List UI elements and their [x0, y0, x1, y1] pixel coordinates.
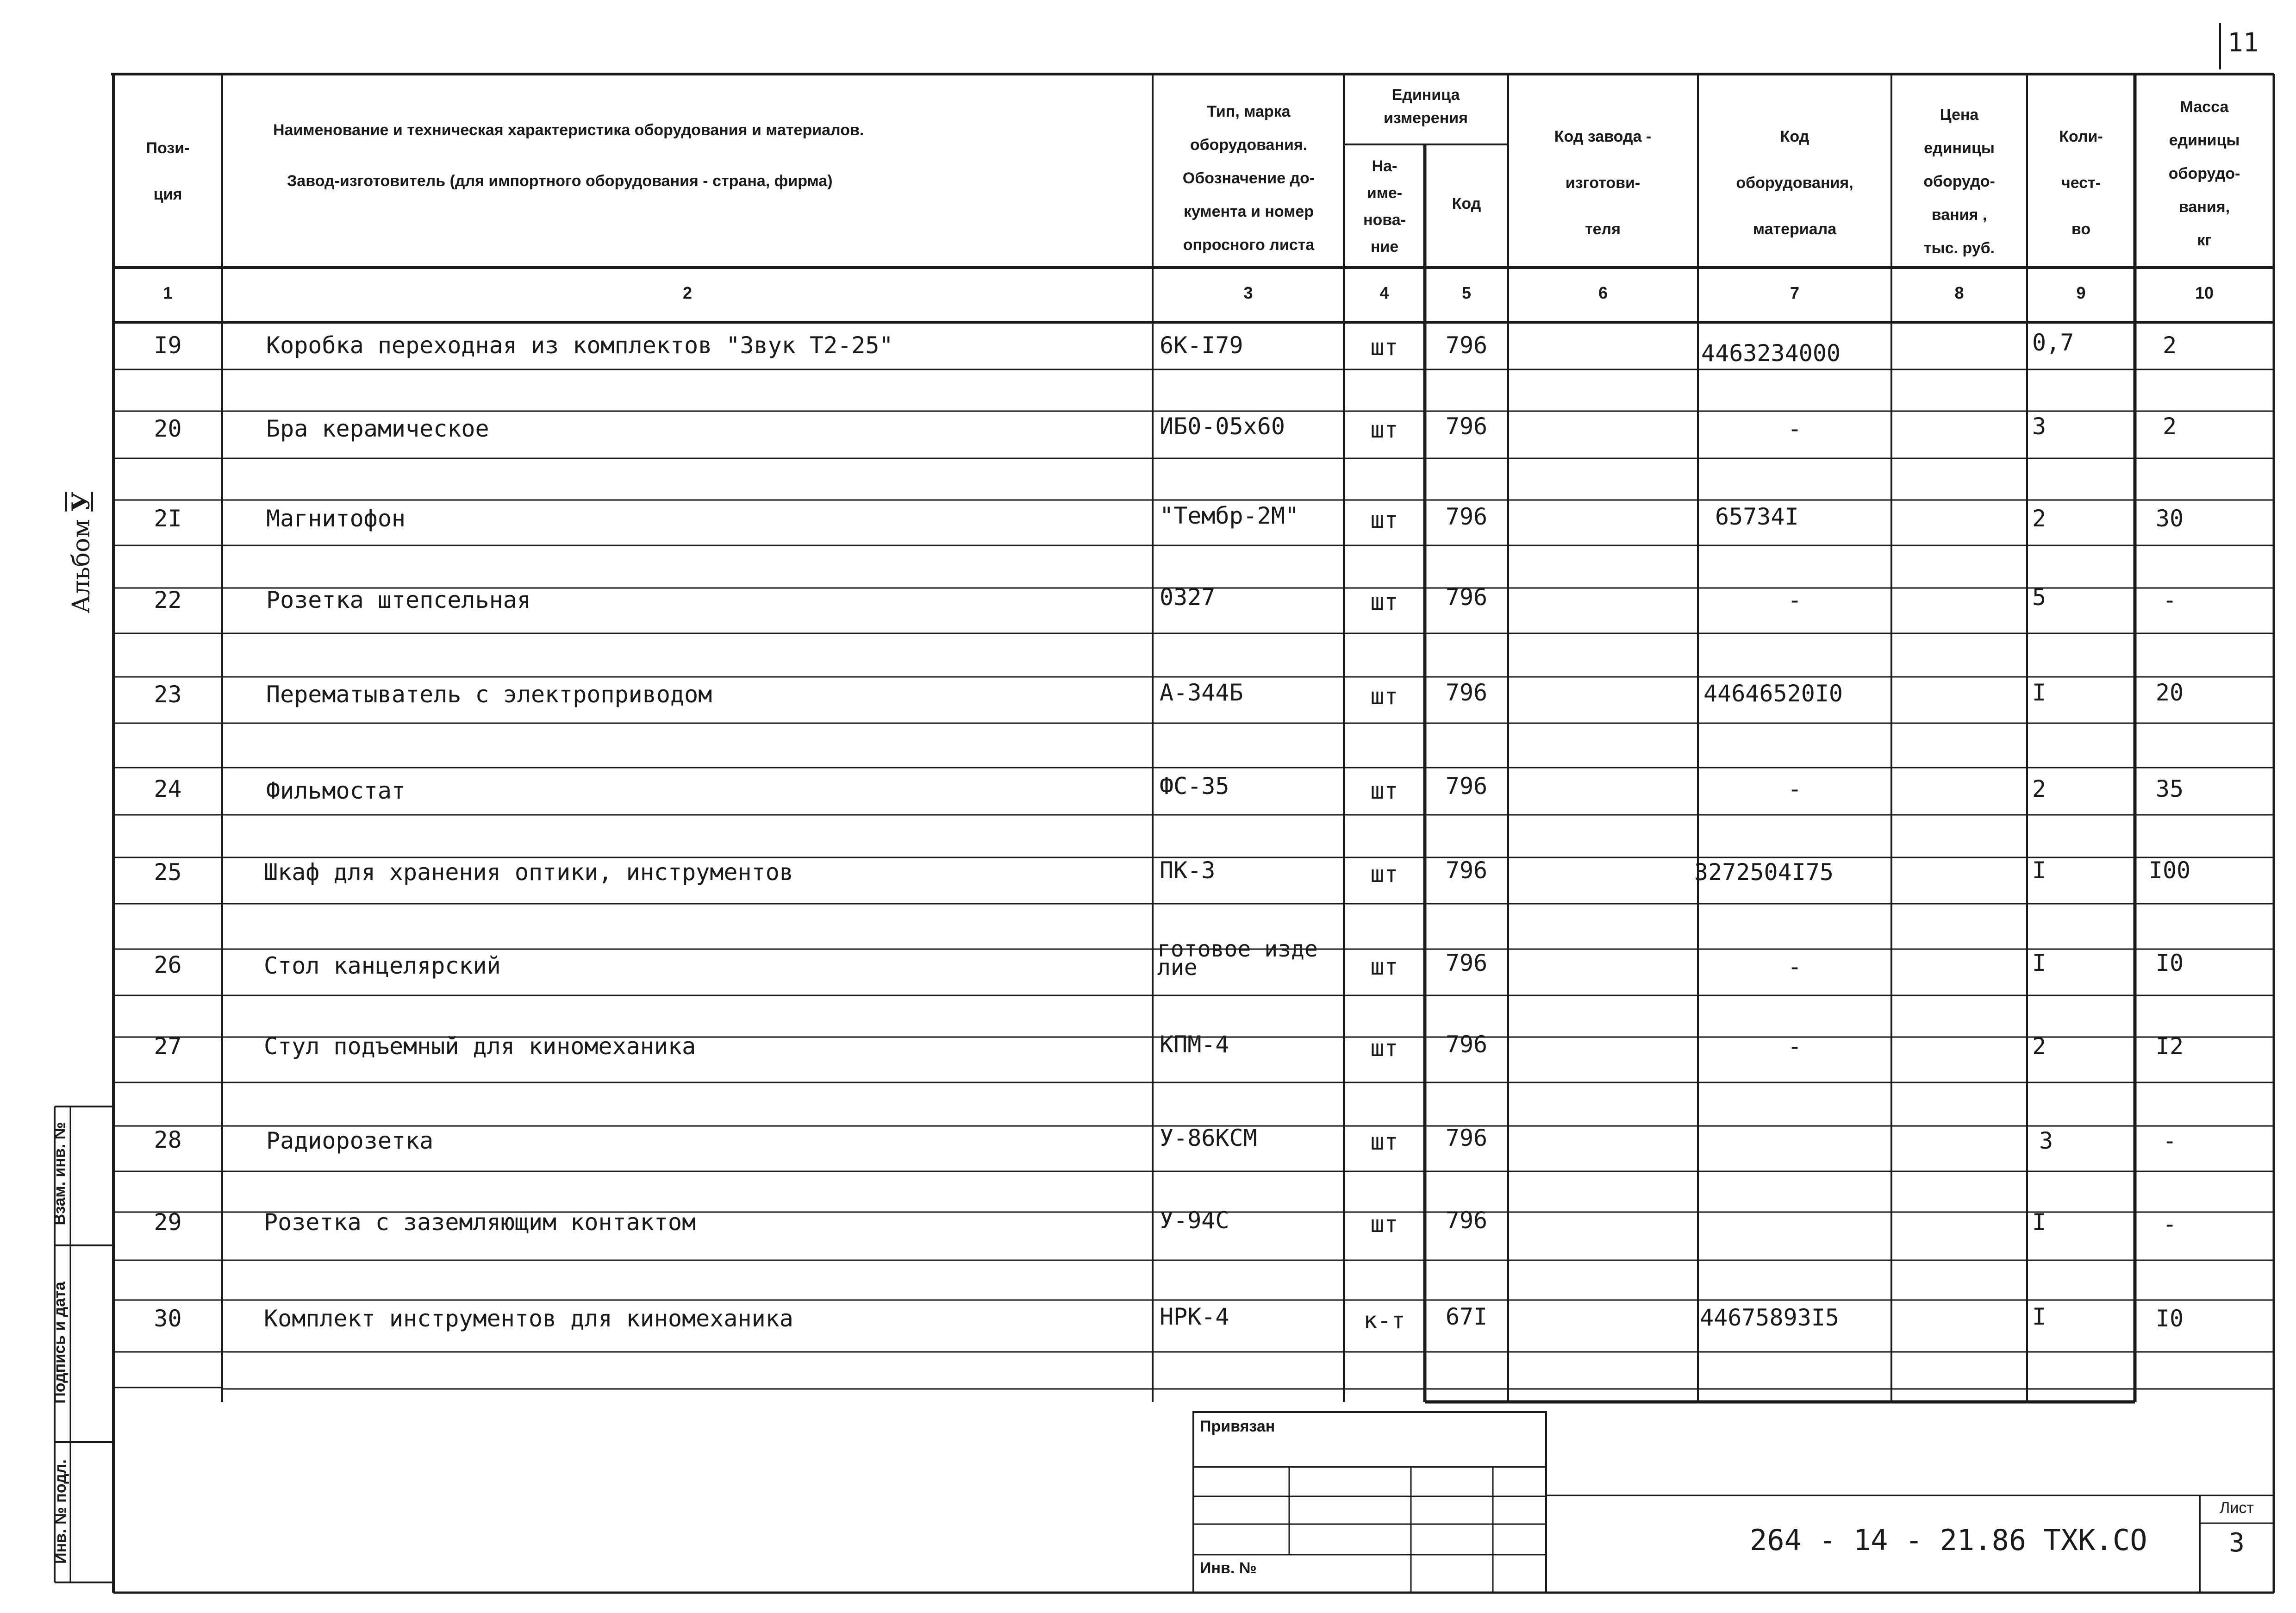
side-vzam-inv: Взам. инв. №	[51, 1122, 69, 1225]
column-number: 9	[2076, 283, 2086, 302]
cell-unit-code: 796	[1445, 584, 1488, 611]
cell-eq-code: -	[1787, 587, 1802, 613]
cell-type: А-344Б	[1160, 679, 1243, 706]
stamp-privyazan: Привязан	[1200, 1418, 1275, 1435]
column-number: 2	[682, 283, 693, 302]
cell-name: Фильмостат	[266, 777, 406, 804]
cell-eq-code: -	[1787, 953, 1802, 980]
cell-position: 23	[154, 681, 182, 708]
cell-qty: I	[2032, 679, 2046, 706]
header-price: Цена единицы оборудо- вания , тыс. руб.	[1923, 106, 1995, 257]
cell-eq-code: 44675893I5	[1700, 1304, 1840, 1331]
cell-type: У-86КСМ	[1160, 1125, 1257, 1151]
cell-name: Бра керамическое	[266, 415, 489, 442]
cell-qty: 2	[2032, 775, 2046, 802]
cell-position: 25	[154, 859, 182, 886]
cell-unit-code: 796	[1445, 332, 1488, 359]
cell-name: Розетка с заземляющим контактом	[264, 1209, 696, 1236]
cell-unit-code: 796	[1445, 1125, 1488, 1151]
cell-unit: шт	[1370, 506, 1398, 533]
cell-unit-code: 796	[1445, 413, 1488, 440]
cell-position: 26	[154, 951, 182, 978]
cell-qty: 2	[2032, 1033, 2046, 1060]
cell-position: 22	[154, 587, 182, 613]
cell-qty: 3	[2039, 1127, 2053, 1154]
cell-qty: I	[2032, 857, 2046, 884]
cell-unit: к-т	[1363, 1307, 1405, 1334]
cell-mass: I00	[2148, 857, 2191, 884]
column-number: 6	[1598, 283, 1608, 302]
header-name-line2: Завод-изготовитель (для импортного оборудования - страна, фирма)	[287, 172, 833, 190]
cell-type: ПК-3	[1160, 857, 1216, 884]
cell-eq-code: 3272504I75	[1694, 859, 1834, 886]
cell-unit-code: 796	[1445, 1031, 1488, 1058]
cell-unit: шт	[1370, 416, 1398, 443]
column-number: 5	[1461, 283, 1472, 302]
cell-mass: I2	[2155, 1033, 2184, 1060]
cell-unit: шт	[1370, 1035, 1398, 1062]
cell-position: I9	[154, 332, 182, 359]
cell-type: ФС-35	[1160, 773, 1229, 800]
column-number: 1	[163, 283, 173, 302]
cell-qty: 3	[2032, 413, 2046, 440]
cell-qty: I	[2032, 1303, 2046, 1330]
header-mfr-code: Код завода - изготови- теля	[1554, 128, 1652, 238]
cell-mass: I0	[2155, 950, 2184, 976]
column-number: 8	[1954, 283, 1964, 302]
cell-type: готовое изде лие	[1157, 936, 1318, 981]
cell-qty: I	[2032, 950, 2046, 976]
cell-position: 29	[154, 1209, 182, 1236]
cell-position: 27	[154, 1033, 182, 1060]
cell-name: Стол канцелярский	[264, 952, 501, 979]
cell-position: 2I	[154, 505, 182, 532]
cell-mass: 2	[2162, 413, 2177, 440]
sheet-label: Лист	[2220, 1499, 2254, 1517]
cell-mass: 2	[2162, 332, 2177, 359]
cell-name: Перематыватель с электроприводом	[266, 681, 712, 708]
cell-name: Стул подъемный для киномеханика	[264, 1033, 696, 1060]
cell-type: "Тембр-2М"	[1160, 502, 1299, 529]
cell-mass: -	[2162, 1127, 2177, 1154]
page-corner-number: 11	[2227, 28, 2259, 58]
document-code: 264 - 14 - 21.86 ТХК.СО	[1750, 1523, 2147, 1557]
cell-unit: шт	[1370, 861, 1398, 888]
cell-position: 28	[154, 1126, 182, 1153]
cell-unit: шт	[1370, 777, 1398, 804]
column-number: 4	[1379, 283, 1389, 302]
cell-position: 20	[154, 415, 182, 442]
header-name-line1: Наименование и техническая характеристика оборудования и материалов.	[273, 121, 864, 139]
header-qty: Коли- чест- во	[2059, 128, 2103, 238]
cell-position: 24	[154, 775, 182, 802]
header-position: Пози- ция	[146, 139, 190, 203]
header-eq-code: Код оборудования, материала	[1736, 128, 1853, 238]
cell-type: ИБ0-05х60	[1160, 413, 1285, 440]
cell-position: 30	[154, 1305, 182, 1332]
cell-name: Магнитофон	[266, 505, 406, 532]
cell-type: НРК-4	[1160, 1303, 1229, 1330]
cell-type: 6К-I79	[1160, 332, 1243, 359]
cell-unit: шт	[1370, 683, 1398, 710]
cell-eq-code: 4463234000	[1701, 340, 1841, 367]
cell-type: У-94С	[1160, 1207, 1229, 1234]
cell-unit-code: 796	[1445, 773, 1488, 800]
header-unit-code: Код	[1452, 195, 1481, 213]
sheet-number: 3	[2229, 1528, 2245, 1558]
cell-mass: I0	[2155, 1305, 2184, 1332]
cell-name: Розетка штепсельная	[266, 587, 531, 613]
side-inv-podl: Инв. № подл.	[52, 1459, 69, 1564]
album-label: Альбом У	[67, 492, 95, 613]
cell-mass: 35	[2155, 775, 2184, 802]
cell-eq-code: 65734I	[1715, 503, 1799, 530]
cell-name: Радиорозетка	[266, 1127, 434, 1154]
cell-unit: шт	[1370, 953, 1398, 980]
cell-unit: шт	[1370, 588, 1398, 615]
side-podpis-data: Подпись и дата	[51, 1282, 69, 1404]
cell-qty: 2	[2032, 505, 2046, 532]
header-unit: Единица измерения	[1384, 86, 1468, 127]
cell-unit: шт	[1370, 1211, 1398, 1238]
column-number: 3	[1243, 283, 1253, 302]
cell-qty: I	[2032, 1209, 2046, 1236]
cell-unit-code: 796	[1445, 857, 1488, 884]
cell-unit: шт	[1370, 334, 1398, 361]
header-mass: Масса единицы оборудо- вания, кг	[2168, 98, 2240, 249]
cell-eq-code: -	[1787, 415, 1802, 442]
column-number: 7	[1790, 283, 1800, 302]
column-number: 10	[2195, 283, 2214, 302]
cell-unit: шт	[1370, 1128, 1398, 1155]
header-type: Тип, марка оборудования. Обозначение до- кумента и номер опросного листа	[1182, 103, 1315, 254]
cell-unit-code: 796	[1445, 950, 1488, 976]
cell-mass: 30	[2155, 505, 2184, 532]
cell-unit-code: 796	[1445, 1207, 1488, 1234]
cell-unit-code: 796	[1445, 679, 1488, 706]
cell-mass: 20	[2155, 679, 2184, 706]
stamp-inv-no: Инв. №	[1200, 1559, 1257, 1577]
cell-mass: -	[2162, 587, 2177, 613]
cell-eq-code: 44646520I0	[1703, 680, 1843, 707]
cell-eq-code: -	[1787, 775, 1802, 802]
cell-eq-code: -	[1787, 1033, 1802, 1060]
cell-qty: 5	[2032, 584, 2046, 611]
header-unit-name: На- име- нова- ние	[1363, 157, 1406, 256]
cell-mass: -	[2162, 1211, 2177, 1238]
cell-type: 0327	[1160, 584, 1216, 611]
cell-unit-code: 796	[1445, 503, 1488, 530]
cell-name: Шкаф для хранения оптики, инструментов	[264, 859, 793, 886]
cell-unit-code: 67I	[1445, 1303, 1488, 1330]
cell-name: Коробка переходная из комплектов "Звук Т2-25"	[266, 332, 893, 359]
cell-name: Комплект инструментов для киномеханика	[264, 1305, 793, 1332]
cell-qty: 0,7	[2032, 329, 2074, 356]
cell-type: КПМ-4	[1160, 1031, 1229, 1058]
